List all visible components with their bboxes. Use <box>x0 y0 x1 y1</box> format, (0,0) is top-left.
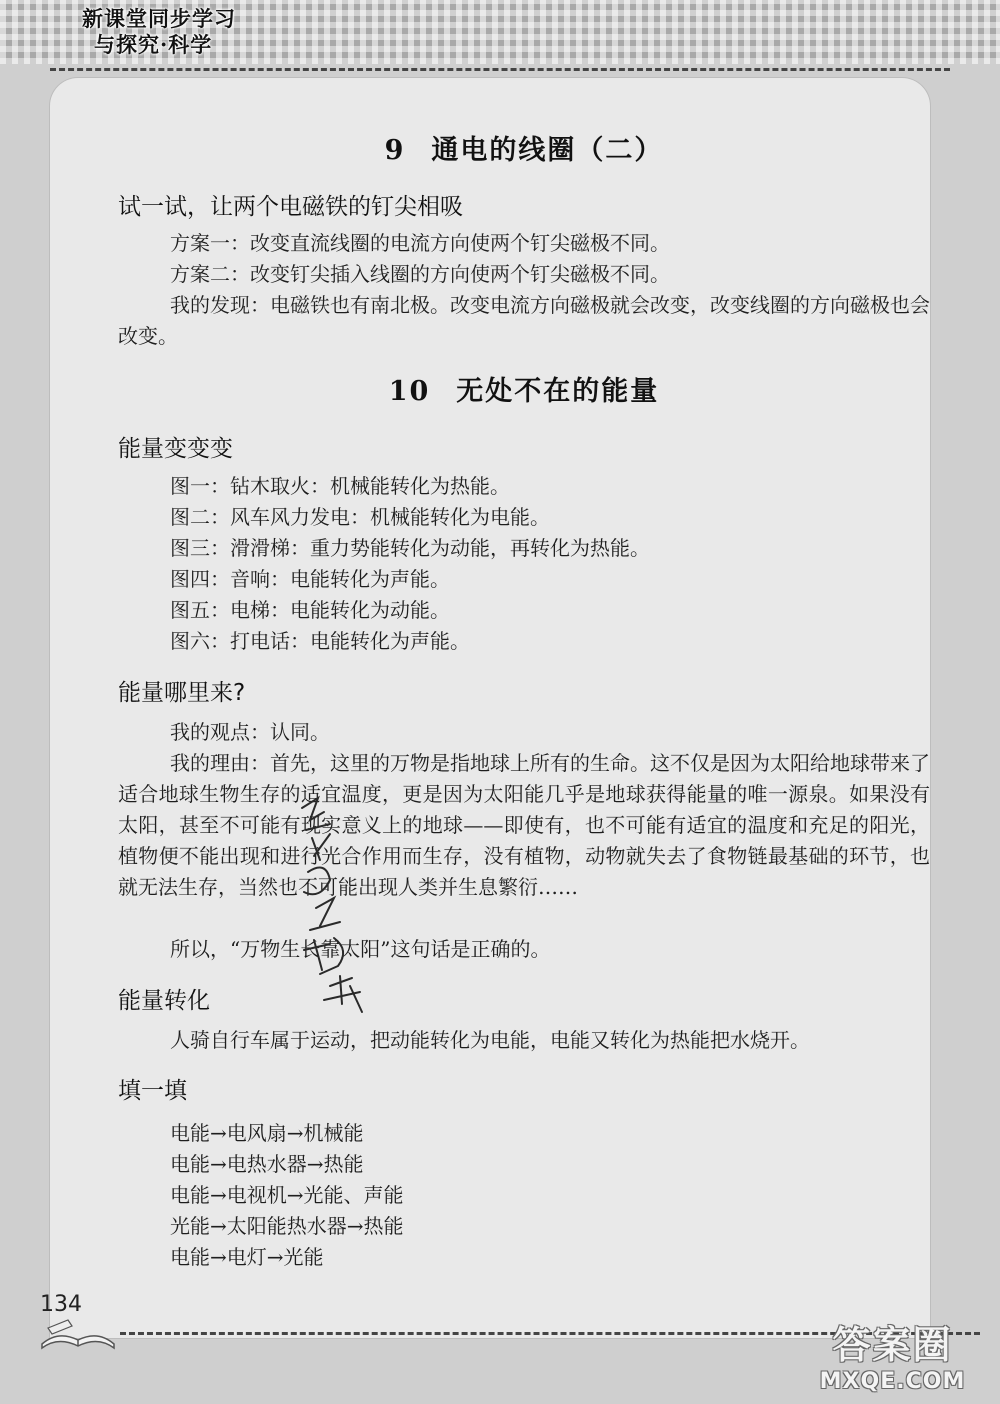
series-title <box>82 6 292 58</box>
energy-change-item: 图四：音响：电能转化为声能。 <box>170 567 450 591</box>
chapter-10-title <box>118 369 930 408</box>
section-heading-try: 试一试，让两个电磁铁的钉尖相吸 <box>118 194 463 220</box>
chapter-9-number: 9 <box>384 135 406 166</box>
plan-one: 方案一：改变直流线圈的电流方向使两个钉尖磁极不同。 <box>170 231 670 255</box>
section-heading-energy-conversion: 能量转化 <box>118 988 210 1014</box>
chapter-9-title <box>118 128 930 167</box>
section-heading-energy-source: 能量哪里来? <box>118 680 246 706</box>
chapter-9-title-text: 通电的线圈（二） <box>431 135 664 166</box>
energy-change-item: 图一：钻木取火：机械能转化为热能。 <box>170 474 510 498</box>
series-title-line2: 与探究·科学 <box>94 32 213 57</box>
chapter-10-title-text: 无处不在的能量 <box>456 376 660 407</box>
reason-paragraph: 我的理由：首先，这里的万物是指地球上所有的生命。这不仅是因为太阳给地球带来了适合地球生物生存的适宜温度，更是因为太阳能几乎是地球获得能量的唯一源泉。如果没有太阳，甚至不可能有现实意义上的地球——即使有，也不可能有适宜的温度和充足的阳光，植物便不能出现和进行光合作用而生存，没有植物，动物就失去了食物链最基础的环节，也就无法生存，当然也不可能出现人类并生息繁衍…… <box>118 751 930 899</box>
my-view: 我的观点：认同。 <box>170 720 330 744</box>
watermark-url: MXQE.COM <box>819 1369 966 1394</box>
conversion-text: 人骑自行车属于运动，把动能转化为电能，电能又转化为热能把水烧开。 <box>170 1028 810 1052</box>
conclusion: 所以，“万物生长靠太阳”这句话是正确的。 <box>170 937 551 961</box>
section-heading-energy-change: 能量变变变 <box>118 436 233 462</box>
fill-item: 电能→电热水器→热能 <box>170 1152 364 1176</box>
fill-item: 电能→电视机→光能、声能 <box>170 1183 404 1207</box>
plan-two: 方案二：改变钉尖插入线圈的方向使两个钉尖磁极不同。 <box>170 262 670 286</box>
finding-paragraph: 我的发现：电磁铁也有南北极。改变电流方向磁极就会改变，改变线圈的方向磁极也会改变。 <box>118 293 930 348</box>
watermark-title: 答案圈 <box>832 1323 953 1367</box>
chapter-10-number: 10 <box>388 376 431 407</box>
header-dashed-divider <box>50 68 950 71</box>
watermark-logo <box>800 1314 985 1394</box>
series-title-line1: 新课堂同步学习 <box>82 6 236 31</box>
section-heading-fill: 填一填 <box>118 1078 187 1104</box>
page-number: 134 <box>40 1292 82 1317</box>
fill-item: 电能→电灯→光能 <box>170 1245 324 1269</box>
open-book-icon <box>38 1316 118 1350</box>
energy-change-item: 图六：打电话：电能转化为声能。 <box>170 629 470 653</box>
energy-change-item: 图五：电梯：电能转化为动能。 <box>170 598 450 622</box>
handwritten-scribble-mark <box>290 790 380 1020</box>
energy-change-item: 图二：风车风力发电：机械能转化为电能。 <box>170 505 550 529</box>
fill-item: 光能→太阳能热水器→热能 <box>170 1214 404 1238</box>
fill-item: 电能→电风扇→机械能 <box>170 1121 364 1145</box>
energy-change-item: 图三：滑滑梯：重力势能转化为动能，再转化为热能。 <box>170 536 650 560</box>
